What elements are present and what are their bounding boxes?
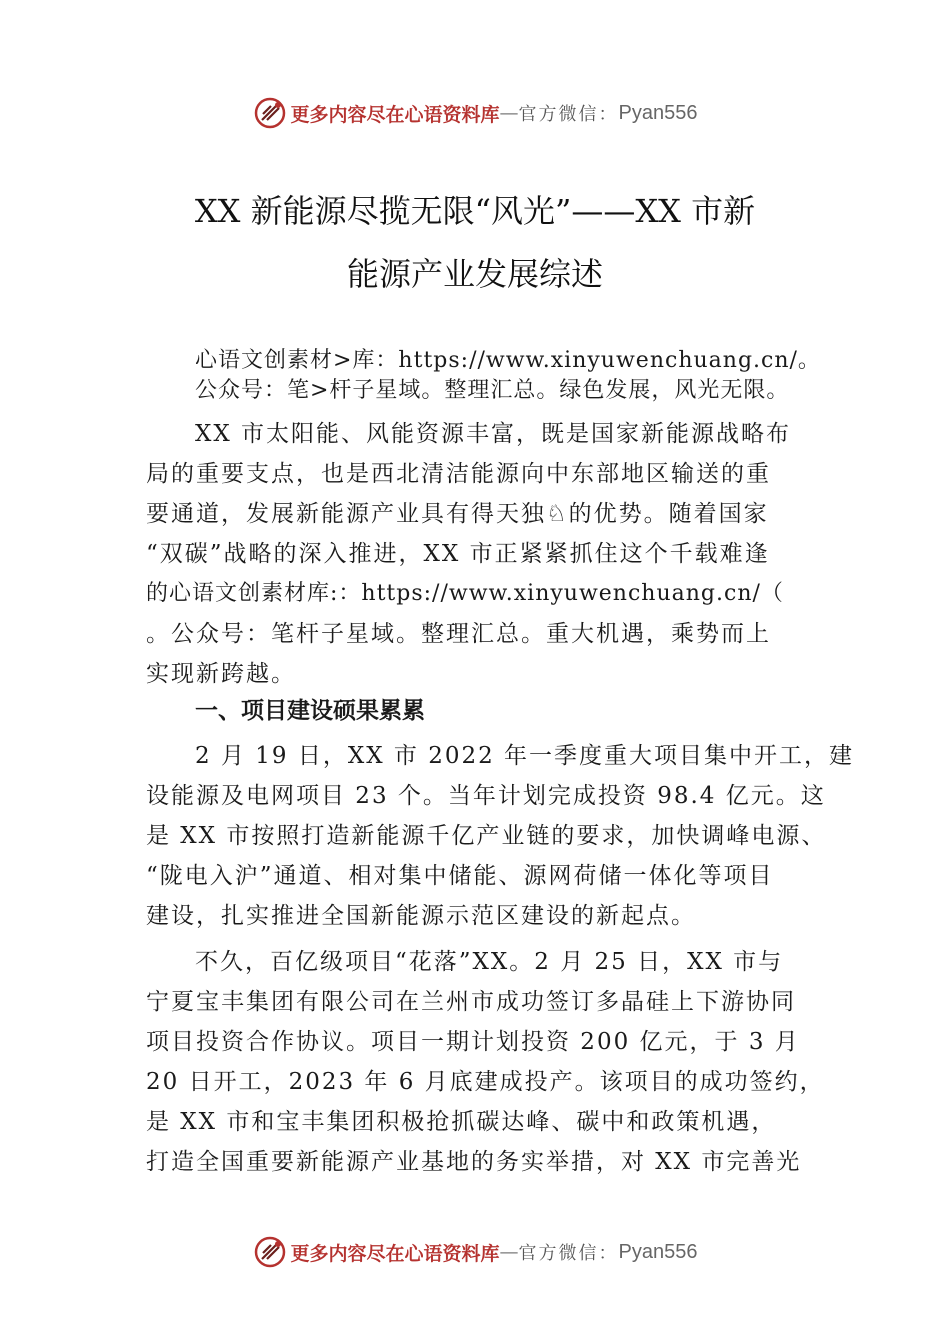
banner-separator: — — [499, 102, 519, 124]
paragraph-line: 实现新跨越。 — [146, 661, 296, 687]
source-note-line: 公众号：笔>杆子星域。整理汇总。绿色发展，风光无限。 — [195, 378, 790, 403]
paragraph-line: “陇电入沪”通道、相对集中储能、源网荷储一体化等项目 — [146, 863, 774, 889]
paragraph-3 — [146, 942, 836, 1182]
paragraph-line: 是 XX 市和宝丰集团积极抢抓碳达峰、碳中和政策机遇， — [146, 1109, 777, 1135]
paragraph-line: 局的重要支点，也是西北清洁能源向中东部地区输送的重 — [146, 461, 771, 487]
paragraph-line: “双碳”战略的深入推进，XX 市正紧紧抓住这个千载难逢 — [146, 541, 770, 567]
source-note — [195, 346, 845, 406]
paragraph-line: 的心语文创素材库:：https://www.xinyuwenchuang.cn/（ — [146, 581, 784, 606]
paragraph-line: 是 XX 市按照打造新能源千亿产业链的要求，加快调峰电源、 — [146, 823, 827, 849]
banner-wechat-label: 官方微信： — [518, 1243, 619, 1264]
paragraph-line: 不久，百亿级项目“花落”XX。2 月 25 日，XX 市与 — [195, 949, 784, 975]
paragraph-2 — [146, 736, 855, 936]
paragraph-line: 要通道，发展新能源产业具有得天独♘的优势。随着国家 — [146, 501, 769, 527]
banner-wechat-id: Pyan556 — [618, 101, 698, 124]
paragraph-line: 建设，扎实推进全国新能源示范区建设的新起点。 — [146, 903, 696, 929]
intro-paragraph — [146, 414, 836, 694]
paragraph-line: 宁夏宝丰集团有限公司在兰州市成功签订多晶硅上下游协同 — [146, 989, 796, 1015]
banner-separator: — — [499, 1241, 519, 1263]
paragraph-line: 打造全国重要新能源产业基地的务实举措，对 XX 市完善光 — [146, 1149, 802, 1175]
paragraph-line: 20 日开工，2023 年 6 月底建成投产。该项目的成功签约， — [146, 1069, 825, 1095]
logo-icon — [253, 1235, 287, 1269]
footer-banner — [0, 1234, 950, 1270]
paragraph-line: XX 市太阳能、风能资源丰富，既是国家新能源战略布 — [195, 421, 792, 447]
banner-wechat-label: 官方微信： — [518, 104, 619, 125]
header-banner — [0, 95, 950, 131]
paragraph-line: 。公众号：笔杆子星域。整理汇总。重大机遇，乘势而上 — [146, 621, 771, 647]
document-title-line-1: XX 新能源尽揽无限“风光”——XX 市新 — [194, 192, 756, 230]
source-note-line: 心语文创素材>库：https://www.xinyuwenchuang.cn/。 — [195, 348, 821, 373]
banner-wechat-id: Pyan556 — [618, 1240, 698, 1263]
logo-icon — [253, 96, 287, 130]
banner-brand-text: 更多内容尽在心语资料库 — [290, 103, 500, 126]
paragraph-line: 项目投资合作协议。项目一期计划投资 200 亿元，于 3 月 — [146, 1029, 800, 1055]
section-heading: 一、项目建设硕果累累 — [195, 698, 425, 724]
banner-brand-text: 更多内容尽在心语资料库 — [290, 1242, 500, 1265]
document-title-line-2: 能源产业发展综述 — [346, 255, 603, 293]
paragraph-line: 2 月 19 日，XX 市 2022 年一季度重大项目集中开工，建 — [195, 743, 855, 769]
paragraph-line: 设能源及电网项目 23 个。当年计划完成投资 98.4 亿元。这 — [146, 783, 826, 809]
